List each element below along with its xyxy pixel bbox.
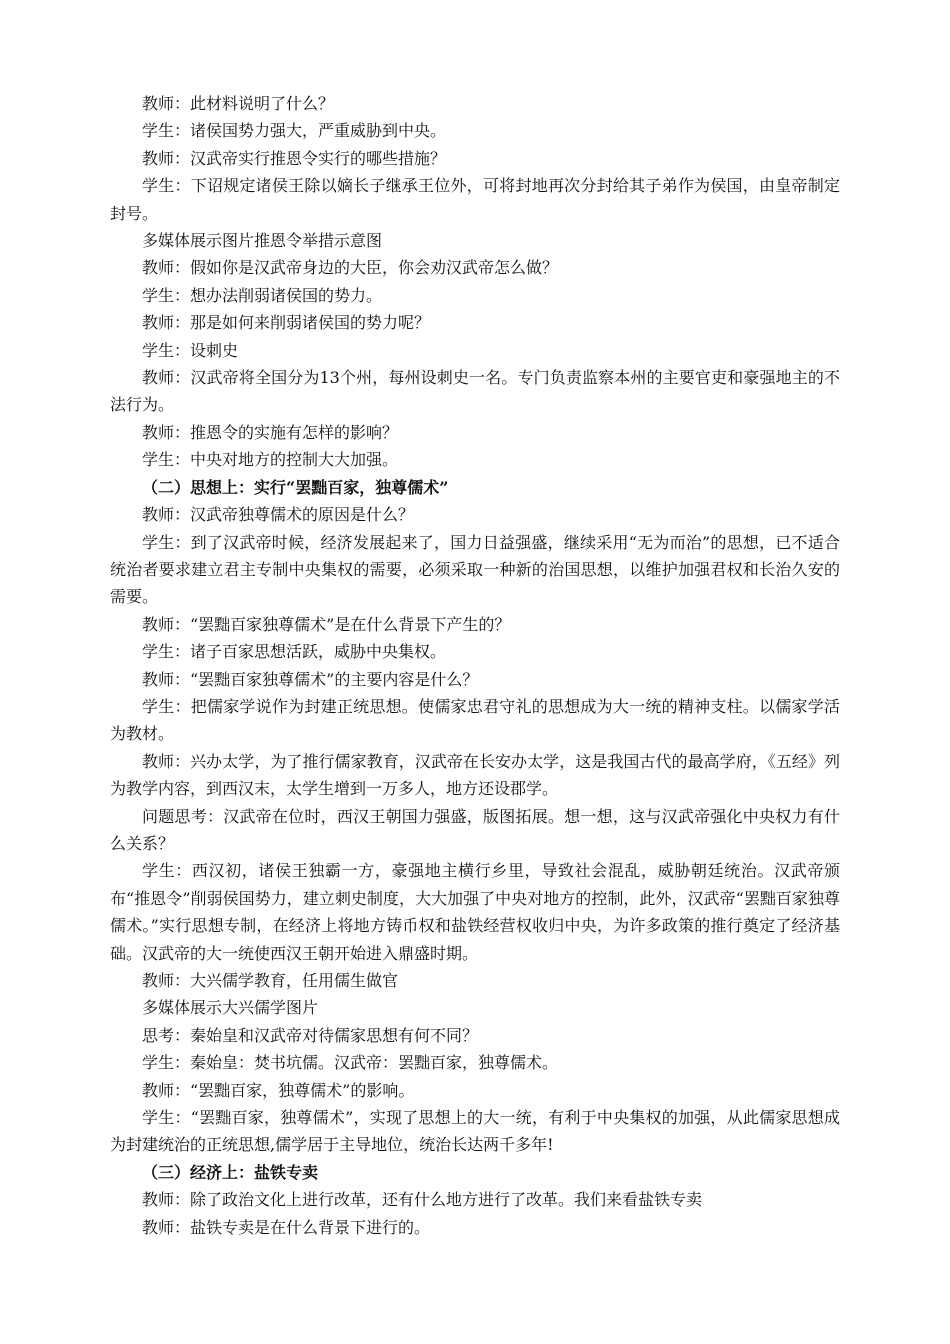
paragraph: 学生：诸子百家思想活跃，威胁中央集权。 <box>142 642 447 662</box>
paragraph: 教师：“罢黜百家独尊儒术”是在什么背景下产生的？ <box>142 614 511 634</box>
paragraph: 学生：下诏规定诸侯王除以嫡长子继承王位外，可将封地再次分封给其子弟作为侯国，由皇帝制定封号。 <box>110 176 840 223</box>
paragraph: 教师：推恩令的实施有怎样的影响？ <box>142 422 399 442</box>
paragraph: 教师：那是如何来削弱诸侯国的势力呢？ <box>142 313 431 333</box>
document-page <box>110 90 840 1241</box>
paragraph: 学生：西汉初，诸侯王独霸一方，豪强地主横行乡里，导致社会混乱，威胁朝廷统治。汉武帝颁布“推恩令”削弱侯国势力，建立刺史制度，大大加强了中央对地方的控制，此外，汉武帝“罢黜百家独尊儒术。”实行思想专制，在经济上将地方铸币权和盐铁经营权收归中央，为许多政策的推行奠定了经济基础。汉武帝的大一统使西汉王朝开始进入鼎盛时期。 <box>110 861 840 963</box>
paragraph: 学生：把儒家学说作为封建正统思想。使儒家忠君守礼的思想成为大一统的精神支柱。以儒家学活为教材。 <box>110 696 840 744</box>
section-heading: （三）经济上：盐铁专卖 <box>142 1162 319 1182</box>
paragraph: 教师：汉武帝独尊儒术的原因是什么？ <box>142 505 415 525</box>
paragraph: 学生：到了汉武帝时候，经济发展起来了，国力日益强盛，继续采用“无为而治”的思想，已不适合统治者要求建立君主专制中央集权的需要，必须采取一种新的治国思想，以维护加强君权和长治久安的需要。 <box>110 532 840 607</box>
paragraph: 教师：汉武帝实行推恩令实行的哪些措施？ <box>142 148 447 168</box>
paragraph: 教师：汉武帝将全国分为13个州，每州设刺史一名。专门负责监察本州的主要官吏和豪强地主的不法行为。 <box>110 368 840 415</box>
paragraph: 学生：设刺史 <box>142 340 239 360</box>
paragraph: 教师：盐铁专卖是在什么背景下进行的。 <box>142 1217 431 1237</box>
paragraph: 学生：“罢黜百家，独尊儒术”，实现了思想上的大一统，有利于中央集权的加强，从此儒家思想成为封建统治的正统思想,儒学居于主导地位，统治长达两千多年! <box>110 1108 840 1155</box>
paragraph: 多媒体展示大兴儒学图片 <box>142 998 319 1018</box>
paragraph: 教师：除了政治文化上进行改革，还有什么地方进行了改革。我们来看盐铁专卖 <box>142 1190 703 1210</box>
paragraph: 学生：想办法削弱诸侯国的势力。 <box>142 285 383 305</box>
section-heading: （二）思想上：实行“罢黜百家，独尊儒术” <box>142 477 449 497</box>
paragraph: 教师：“罢黜百家独尊儒术”的主要内容是什么？ <box>142 669 479 689</box>
paragraph: 教师：“罢黜百家，独尊儒术”的影响。 <box>142 1080 415 1100</box>
paragraph: 学生：秦始皇：焚书坑儒。汉武帝：罢黜百家，独尊儒术。 <box>142 1053 559 1073</box>
paragraph: 多媒体展示图片推恩令举措示意图 <box>142 231 383 251</box>
paragraph: 教师：假如你是汉武帝身边的大臣，你会劝汉武帝怎么做？ <box>142 258 559 278</box>
paragraph: 教师：此材料说明了什么？ <box>142 94 335 113</box>
paragraph: 教师：大兴儒学教育，任用儒生做官 <box>142 971 399 990</box>
paragraph: 教师：兴办太学，为了推行儒家教育，汉武帝在长安办太学，这是我国古代的最高学府，《五经》列为教学内容，到西汉末，太学生增到一万多人，地方还设郡学。 <box>110 751 840 799</box>
paragraph: 思考：秦始皇和汉武帝对待儒家思想有何不同？ <box>142 1025 479 1045</box>
paragraph: 问题思考：汉武帝在位时，西汉王朝国力强盛，版图拓展。想一想，这与汉武帝强化中央权力有什么关系？ <box>110 806 840 853</box>
paragraph: 学生：中央对地方的控制大大加强。 <box>142 450 399 470</box>
paragraph: 学生：诸侯国势力强大，严重威胁到中央。 <box>142 121 447 141</box>
